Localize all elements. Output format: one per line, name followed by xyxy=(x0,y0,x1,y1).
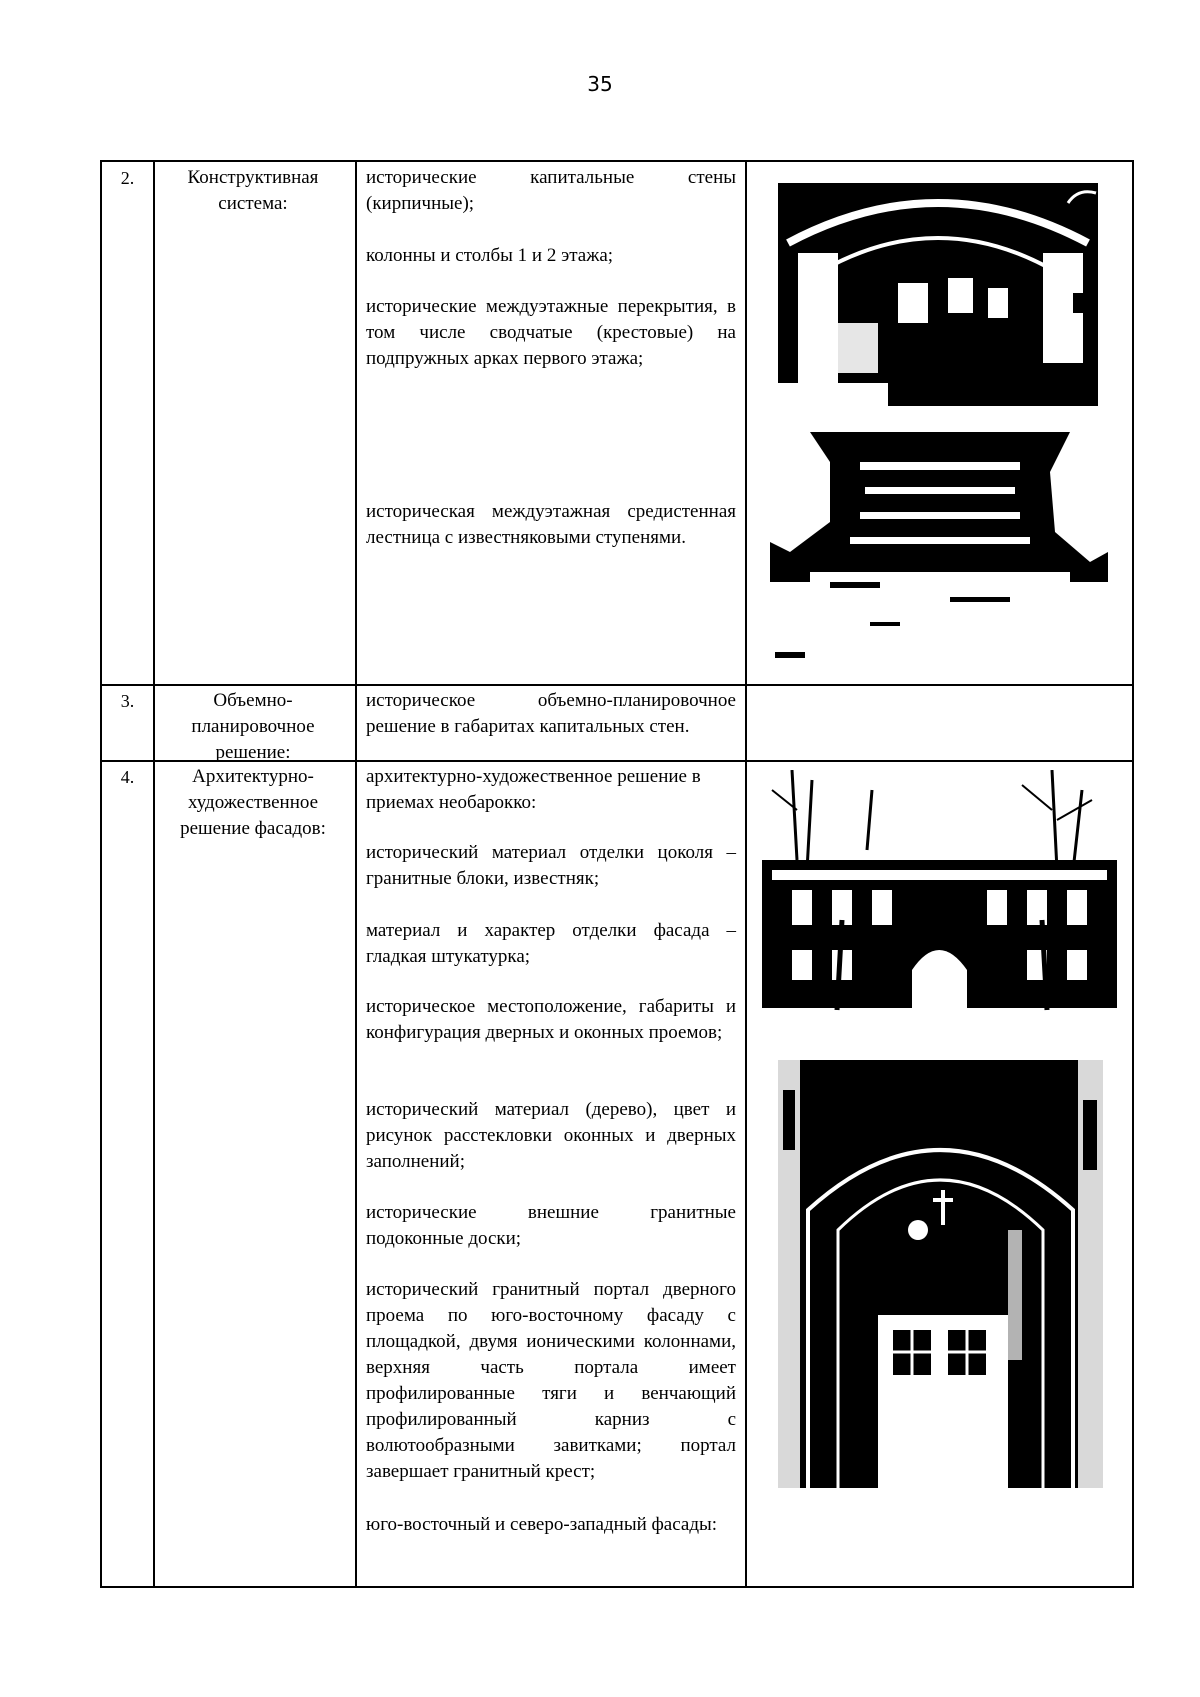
description-item: историческое местоположение, габариты и конфигурация дверных и оконных проемов; xyxy=(366,996,736,1043)
row-description xyxy=(366,994,736,1046)
description-item: исторические междуэтажные перекрытия, в том числе сводчатые (крестовые) на подпружных арках первого этажа; xyxy=(366,296,736,369)
description-item: историческая междуэтажная средистенная лестница с известняковыми ступенями. xyxy=(366,501,736,548)
table-border-bottom xyxy=(100,1586,1134,1588)
description-item: исторический материал (дерево), цвет и рисунок расстекловки оконных и дверных заполнений; xyxy=(366,1099,736,1172)
row-description xyxy=(366,1512,736,1538)
column-divider xyxy=(355,160,357,1587)
row-number: 3. xyxy=(120,691,135,711)
table-border-top xyxy=(100,160,1134,162)
row-description xyxy=(366,499,736,551)
row-description xyxy=(366,1200,736,1252)
column-divider xyxy=(1132,160,1134,1587)
description-item: архитектурно-художественное решение в приемах необарокко: xyxy=(366,766,701,813)
portal-photo xyxy=(778,1060,1103,1488)
row-description xyxy=(366,1277,736,1485)
column-divider xyxy=(745,160,747,1587)
column-divider xyxy=(153,160,155,1587)
description-item: колонны и столбы 1 и 2 этажа; xyxy=(366,245,614,266)
description-item: материал и характер отделки фасада – гладкая штукатурка; xyxy=(366,920,736,967)
row-divider xyxy=(100,684,1134,686)
row-title: Архитектурно-художественное решение фасадов: xyxy=(180,766,326,839)
column-divider xyxy=(100,160,102,1587)
row-title: Конструктивная система: xyxy=(187,167,319,214)
row-description xyxy=(366,294,736,372)
staircase-photo xyxy=(770,432,1108,680)
row-number: 4. xyxy=(120,767,135,787)
row-description xyxy=(366,840,736,892)
description-item: исторический материал отделки цоколя – гранитные блоки, известняк; xyxy=(366,842,736,889)
row-description xyxy=(366,918,736,970)
row-description xyxy=(366,764,736,816)
description-item: историческое объемно-планировочное решение в габаритах капитальных стен. xyxy=(366,690,736,737)
description-item: исторические капитальные стены (кирпичные); xyxy=(366,167,736,214)
interior-vault-photo xyxy=(778,183,1098,406)
row-description xyxy=(366,688,736,740)
facade-photo xyxy=(752,770,1127,1032)
row-number: 2. xyxy=(120,168,135,188)
row-description xyxy=(366,165,736,217)
description-item: исторический гранитный портал дверного проема по юго-восточному фасаду с площадкой, двумя ионическими колоннами, верхняя часть портала имеет профилированные тяги и венчающий профилированный карниз с волютообразными завитками; портал завершает гранитный крест; xyxy=(366,1279,736,1482)
description-item: юго-восточный и северо-западный фасады: xyxy=(366,1514,718,1535)
row-description xyxy=(366,243,736,269)
row-title: Объемно-планировочное решение: xyxy=(191,690,315,763)
page-number: 35 xyxy=(587,72,613,96)
row-description xyxy=(366,1097,736,1175)
description-item: исторические внешние гранитные подоконные доски; xyxy=(366,1202,736,1249)
